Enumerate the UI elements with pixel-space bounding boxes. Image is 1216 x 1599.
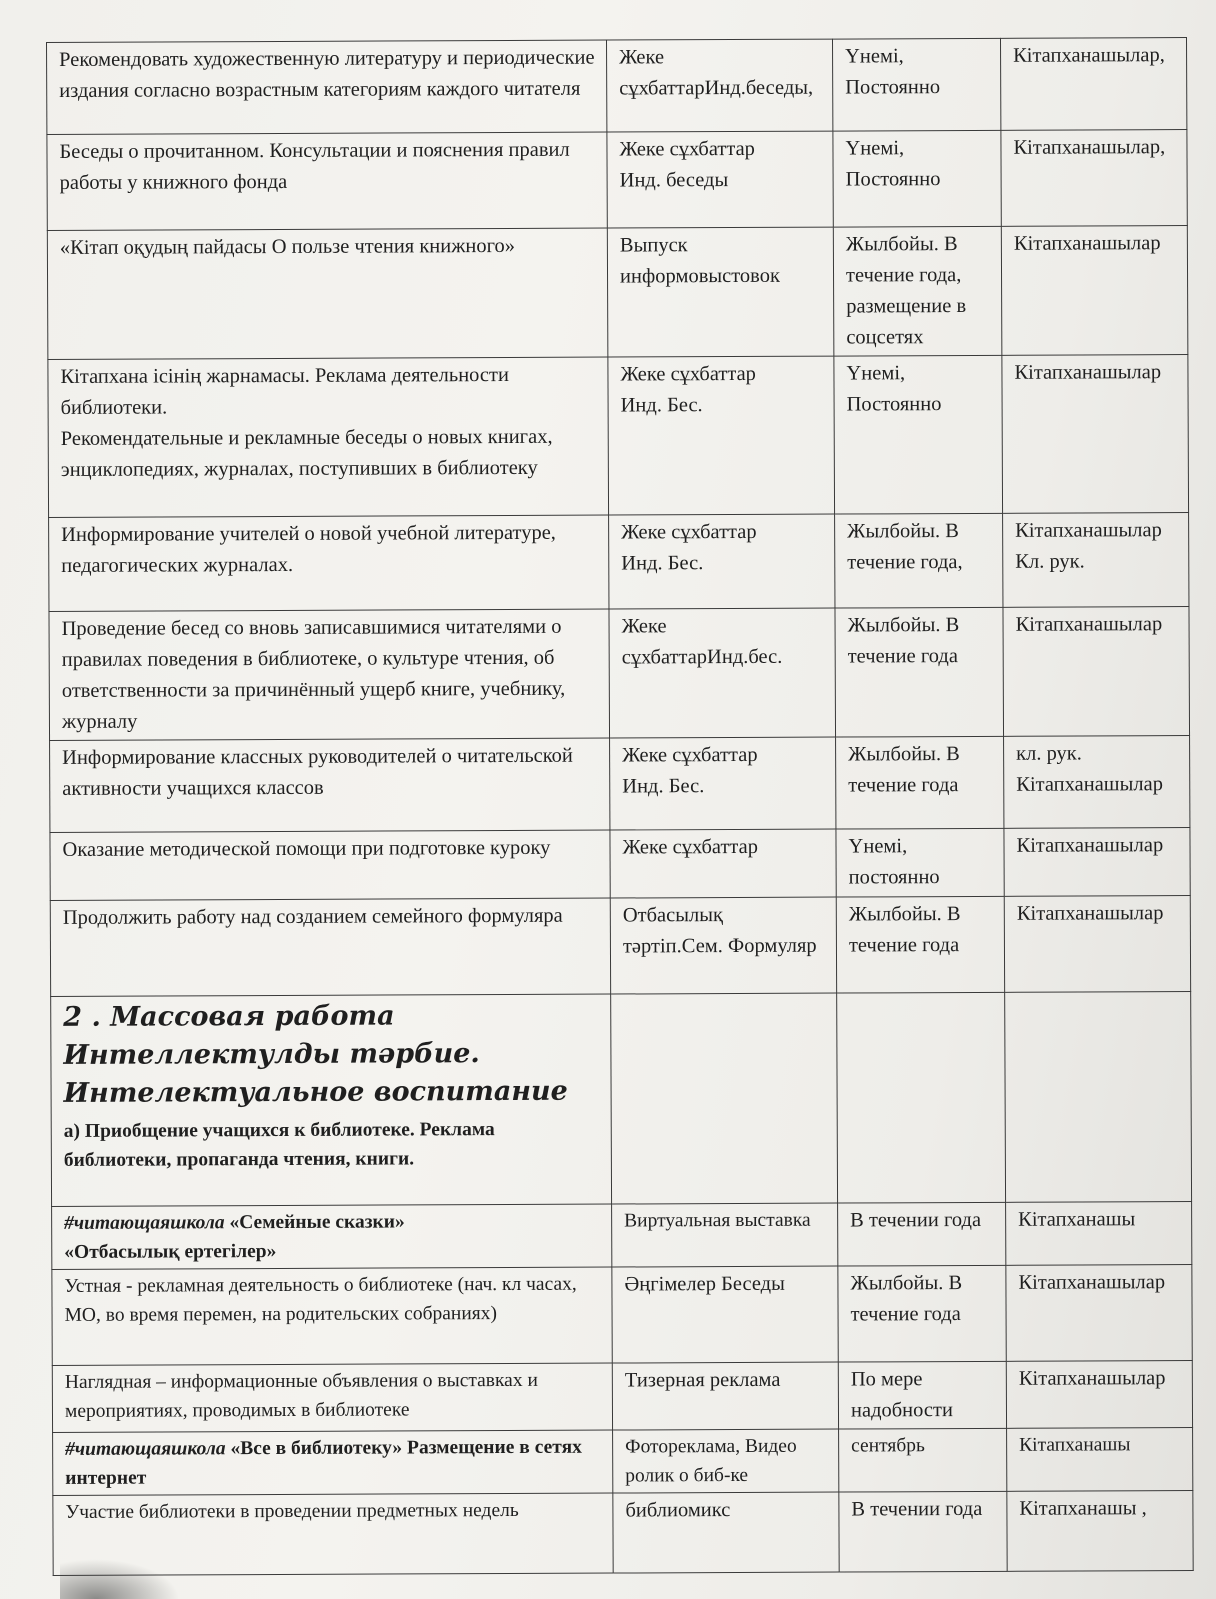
activity-text: «Все в библиотеку» Размещение в сетях интернет bbox=[65, 1436, 582, 1489]
form-cell: Тизерная реклама bbox=[612, 1362, 838, 1430]
responsible-cell: Кітапханашылар, bbox=[1000, 38, 1186, 131]
hashtag-label: #читающаяшкола bbox=[64, 1212, 225, 1234]
section-title-ru: Интелектуальное воспитание bbox=[63, 1075, 568, 1109]
empty-cell bbox=[837, 992, 1006, 1203]
activity-cell: Устная - рекламная деятельность о библиотеке (нач. кл часах, МО, во время перемен, на родительских собраниях) bbox=[52, 1267, 612, 1365]
time-cell: Жылбойы. В течение года bbox=[838, 1265, 1006, 1362]
form-cell: Жеке сұхбаттар Инд. Бес. bbox=[610, 737, 836, 830]
time-cell: Үнемі, постоянно bbox=[836, 828, 1004, 897]
time-cell: Үнемі, Постоянно bbox=[832, 38, 1000, 131]
responsible-cell: Кітапханашылар Кл. рук. bbox=[1003, 513, 1189, 608]
time-cell: По мере надобности bbox=[838, 1361, 1006, 1429]
time-cell: Жылбойы. В течение года bbox=[836, 736, 1004, 829]
section-row bbox=[51, 992, 1192, 1207]
activity-cell bbox=[53, 1430, 613, 1495]
responsible-cell: кл. рук. Кітапханашылар bbox=[1004, 736, 1190, 829]
section-number: 2 . Массовая работа bbox=[63, 1000, 395, 1033]
form-cell: библиомикс bbox=[613, 1492, 839, 1573]
activity-cell: Оказание методической помощи при подготовке куроку bbox=[50, 830, 610, 900]
section-title-kz: Интеллектулды тәрбие. bbox=[63, 1038, 480, 1071]
section-heading-cell bbox=[51, 994, 612, 1206]
table-row bbox=[50, 736, 1190, 833]
plan-table bbox=[46, 37, 1194, 1576]
table-row bbox=[50, 896, 1190, 997]
time-cell: Жылбойы. В течение года bbox=[836, 896, 1004, 993]
form-cell: Жеке сұхбаттарИнд.бес. bbox=[609, 608, 836, 738]
table-row bbox=[50, 828, 1190, 901]
table-row bbox=[47, 130, 1187, 231]
responsible-cell: Кітапханашылар bbox=[1004, 896, 1190, 993]
form-cell: Жеке сұхбаттар Инд. беседы bbox=[607, 131, 833, 228]
table-row bbox=[52, 1265, 1192, 1366]
form-cell: Отбасылық тәртіп.Сем. Формуляр bbox=[610, 897, 836, 994]
responsible-cell: Кітапханашылар, bbox=[1001, 130, 1187, 227]
form-cell: Виртуальная выставка bbox=[612, 1203, 838, 1267]
responsible-cell: Кітапханашы bbox=[1006, 1202, 1192, 1266]
time-cell: В течении года bbox=[838, 1202, 1006, 1266]
table-row bbox=[53, 1491, 1193, 1576]
table-row bbox=[52, 1361, 1192, 1433]
form-cell: Выпуск информовыстовок bbox=[607, 227, 834, 357]
empty-cell bbox=[611, 993, 838, 1204]
table-row bbox=[49, 513, 1189, 612]
activity-cell: Наглядная – информационные объявления о выставках и мероприятиях, проводимых в библиотеке bbox=[52, 1363, 612, 1432]
activity-cell: Информирование учителей о новой учебной литературе, педагогических журналах. bbox=[49, 515, 609, 611]
activity-cell: Кітапхана ісінің жарнамасы. Реклама деятельности библиотеки. Рекомендательные и рекламные беседы о новых книгах, энциклопедиях, журналах, поступивших в библиотеку bbox=[48, 357, 609, 517]
activity-text: «Семейные сказки» «Отбасылық ертегілер» bbox=[64, 1211, 405, 1263]
table-row bbox=[47, 226, 1188, 360]
responsible-cell: Кітапханашылар bbox=[1006, 1265, 1192, 1362]
form-cell: Жеке сұхбаттарИнд.беседы, bbox=[606, 39, 832, 132]
responsible-cell: Кітапханашылар bbox=[1002, 355, 1189, 514]
time-cell: Үнемі, Постоянно bbox=[833, 130, 1001, 227]
activity-cell: Проведение бесед со вновь записавшимися читателями о правилах поведения в библиотеке, о культуре чтения, об ответственности за причинённый ущерб книге, учебнику, журналу bbox=[49, 609, 610, 740]
section-subtitle: а) Приобщение учащихся к библиотеке. Реклама библиотеки, пропаганда чтения, книги. bbox=[63, 1119, 495, 1171]
activity-cell: Продолжить работу над созданием семейного формуляра bbox=[50, 898, 610, 996]
form-cell: Жеке сұхбаттар Инд. Бес. bbox=[609, 514, 835, 609]
table-row bbox=[53, 1428, 1193, 1496]
empty-cell bbox=[1005, 992, 1192, 1203]
table-row bbox=[52, 1202, 1192, 1270]
table-row bbox=[48, 355, 1189, 518]
activity-cell: Беседы о прочитанном. Консультации и пояснения правил работы у книжного фонда bbox=[47, 132, 607, 230]
table-row bbox=[49, 607, 1190, 741]
activity-cell: Участие библиотеки в проведении предметных недель bbox=[53, 1493, 613, 1575]
time-cell: Жылбойы. В течение года, bbox=[835, 513, 1003, 608]
responsible-cell: Кітапханашылар bbox=[1003, 607, 1190, 737]
time-cell: Үнемі, Постоянно bbox=[834, 355, 1003, 514]
responsible-cell: Кітапханашы , bbox=[1007, 1491, 1193, 1572]
time-cell: Жылбойы. В течение года, размещение в соцсетях bbox=[833, 226, 1002, 356]
responsible-cell: Кітапханашылар bbox=[1004, 828, 1190, 897]
responsible-cell: Кітапханашы bbox=[1007, 1428, 1193, 1492]
form-cell: Жеке сұхбаттар bbox=[610, 829, 836, 898]
activity-cell: Рекомендовать художественную литературу и периодические издания согласно возрастным категориям каждого читателя bbox=[47, 40, 607, 134]
table-row bbox=[47, 38, 1187, 135]
responsible-cell: Кітапханашылар bbox=[1006, 1361, 1192, 1429]
time-cell: Жылбойы. В течение года bbox=[835, 607, 1004, 737]
activity-cell: «Кітап оқудың пайдасы О пользе чтения книжного» bbox=[47, 228, 608, 359]
hashtag-label: #читающаяшкола bbox=[65, 1438, 226, 1460]
activity-cell bbox=[52, 1204, 612, 1269]
form-cell: Жеке сұхбаттар Инд. Бес. bbox=[608, 356, 835, 515]
time-cell: сентябрь bbox=[839, 1428, 1007, 1492]
responsible-cell: Кітапханашылар bbox=[1001, 226, 1188, 356]
form-cell: Әңгімелер Беседы bbox=[612, 1266, 838, 1363]
time-cell: В течении года bbox=[839, 1491, 1007, 1572]
form-cell: Фотореклама, Видео ролик о биб-ке bbox=[613, 1429, 839, 1493]
activity-cell: Информирование классных руководителей о читательской активности учащихся классов bbox=[50, 738, 610, 832]
